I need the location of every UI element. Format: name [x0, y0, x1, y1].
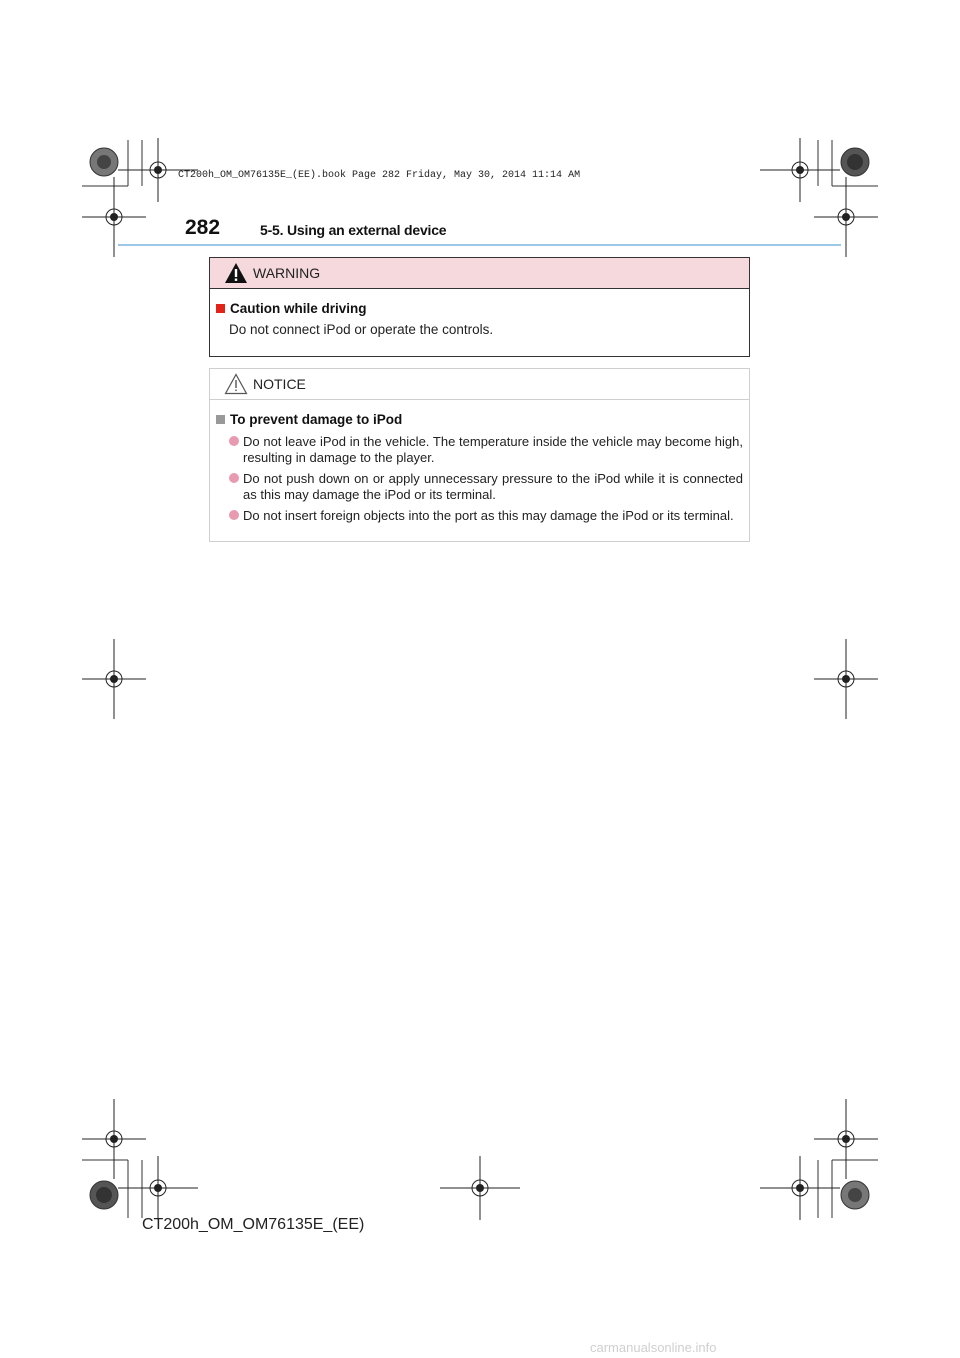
warning-box [209, 257, 750, 357]
section-title: 5-5. Using an external device [260, 222, 447, 238]
warning-label: WARNING [253, 265, 321, 281]
bullet-dot-icon [229, 510, 239, 520]
bullet-text: Do not push down on or apply unnecessary pressure to the iPod while it is connected as this may damage the iPod or its terminal. [243, 471, 743, 502]
warning-triangle-icon [224, 262, 248, 284]
warning-body-text: Do not connect iPod or operate the controls. [229, 322, 494, 337]
notice-heading-text: To prevent damage to iPod [230, 412, 403, 427]
list-item [229, 434, 743, 466]
notice-triangle-icon [224, 373, 248, 395]
list-item [229, 471, 743, 503]
notice-header [210, 369, 749, 400]
header-rule [118, 244, 841, 246]
notice-box [209, 368, 750, 542]
notice-label: NOTICE [253, 376, 306, 392]
bullet-text: Do not leave iPod in the vehicle. The temperature inside the vehicle may become high, resulting in damage to the player. [243, 434, 743, 465]
print-slug-line: CT200h_OM_OM76135E_(EE).book Page 282 Friday, May 30, 2014 11:14 AM [178, 170, 581, 181]
page-number: 282 [185, 216, 221, 239]
warning-heading-text: Caution while driving [230, 301, 367, 316]
bullet-dot-icon [229, 436, 239, 446]
notice-heading [216, 412, 402, 427]
bullet-dot-icon [229, 473, 239, 483]
footer-doc-code: CT200h_OM_OM76135E_(EE) [142, 1216, 365, 1233]
warning-header [210, 258, 749, 289]
list-item [229, 508, 743, 524]
warning-heading [216, 301, 367, 316]
gray-square-icon [216, 415, 225, 424]
red-square-icon [216, 304, 225, 313]
bullet-text: Do not insert foreign objects into the port as this may damage the iPod or its terminal. [243, 508, 734, 523]
watermark: carmanualsonline.info [590, 1340, 717, 1355]
